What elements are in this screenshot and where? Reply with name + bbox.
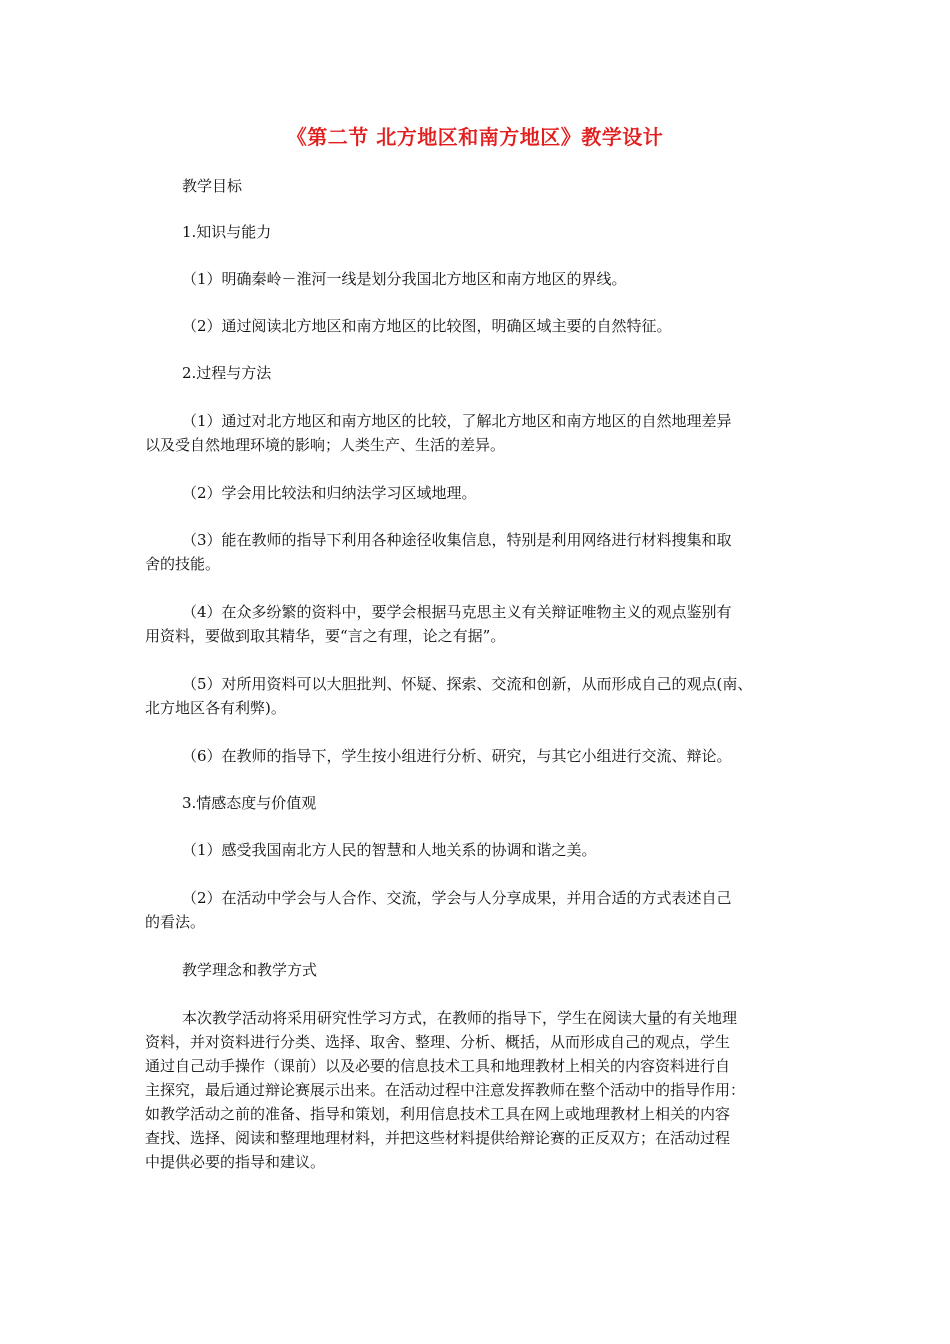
attitude-item-1: （1）感受我国南北方人民的智慧和人地关系的协调和谐之美。 <box>182 841 597 859</box>
process-item-6: （6）在教师的指导下，学生按小组进行分析、研究，与其它小组进行交流、辩论。 <box>182 747 732 765</box>
process-item-1-line-2: 以及受自然地理环境的影响；人类生产、生活的差异。 <box>145 436 506 454</box>
section-knowledge-heading: 1.知识与能力 <box>182 223 272 241</box>
process-item-5-line-1: （5）对所用资料可以大胆批判、怀疑、探索、交流和创新，从而形成自己的观点(南、 <box>182 675 753 693</box>
process-item-3-line-1: （3）能在教师的指导下利用各种途径收集信息，特别是利用网络进行材料搜集和取 <box>182 531 732 549</box>
philosophy-line-7: 中提供必要的指导和建议。 <box>145 1153 326 1171</box>
process-item-4-line-2: 用资料，要做到取其精华，要“言之有理，论之有据”。 <box>145 627 506 645</box>
process-item-4-line-1: （4）在众多纷繁的资料中，要学会根据马克思主义有关辩证唯物主义的观点鉴别有 <box>182 603 732 621</box>
process-item-1-line-1: （1）通过对北方地区和南方地区的比较，了解北方地区和南方地区的自然地理差异 <box>182 412 732 430</box>
process-item-5-line-2: 北方地区各有利弊)。 <box>145 699 286 717</box>
attitude-item-2-line-1: （2）在活动中学会与人合作、交流，学会与人分享成果，并用合适的方式表述自己 <box>182 889 732 907</box>
section-process-heading: 2.过程与方法 <box>182 364 272 382</box>
philosophy-line-4: 主探究，最后通过辩论赛展示出来。在活动过程中注意发挥教师在整个活动中的指导作用： <box>145 1081 746 1099</box>
attitude-item-2-line-2: 的看法。 <box>145 913 206 931</box>
knowledge-item-1: （1）明确秦岭－淮河一线是划分我国北方地区和南方地区的界线。 <box>182 270 627 288</box>
philosophy-heading: 教学理念和教学方式 <box>182 961 318 979</box>
knowledge-item-2: （2）通过阅读北方地区和南方地区的比较图，明确区域主要的自然特征。 <box>182 317 672 335</box>
process-item-2: （2）学会用比较法和归纳法学习区域地理。 <box>182 484 477 502</box>
philosophy-line-3: 通过自己动手操作（课前）以及必要的信息技术工具和地理教材上相关的内容资料进行自 <box>145 1057 731 1075</box>
philosophy-line-5: 如教学活动之前的准备、指导和策划，利用信息技术工具在网上或地理教材上相关的内容 <box>145 1105 731 1123</box>
objectives-heading: 教学目标 <box>182 177 243 195</box>
philosophy-line-2: 资料，并对资料进行分类、选择、取舍、整理、分析、概括，从而形成自己的观点，学生 <box>145 1033 731 1051</box>
process-item-3-line-2: 舍的技能。 <box>145 555 221 573</box>
philosophy-line-1: 本次教学活动将采用研究性学习方式，在教师的指导下，学生在阅读大量的有关地理 <box>182 1009 738 1027</box>
philosophy-line-6: 查找、选择、阅读和整理地理材料，并把这些材料提供给辩论赛的正反双方；在活动过程 <box>145 1129 731 1147</box>
section-attitude-heading: 3.情感态度与价值观 <box>182 794 317 812</box>
document-title: 《第二节 北方地区和南方地区》教学设计 <box>286 125 664 149</box>
